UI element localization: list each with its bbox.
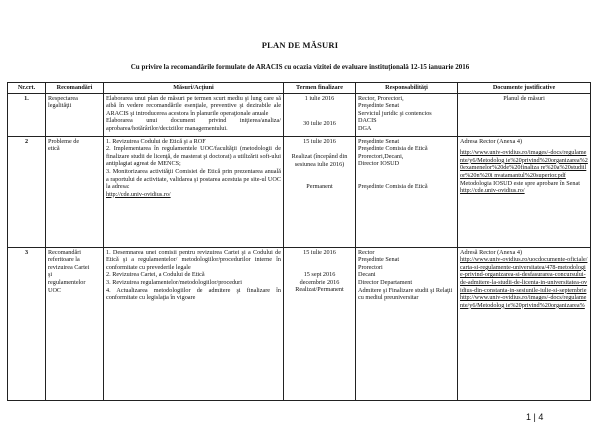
responsibility-text: Preşedinte Comisia de Etică — [358, 182, 428, 190]
measure-item: 1. Revizuirea Codului de Etică şi a ROF — [106, 137, 206, 145]
measures-table — [7, 82, 591, 401]
row-number: 1. — [8, 93, 46, 136]
deadline-text: Realizat (începând din sesiunea iulie 2016) — [291, 153, 348, 168]
responsibility-text: Serviciul juridic şi contencios — [358, 109, 432, 117]
row-number: 3 — [8, 247, 46, 400]
deadline-cell — [284, 93, 356, 136]
recommendation-text: etică — [48, 145, 60, 153]
recommendation-cell — [46, 93, 104, 136]
deadline-cell — [284, 136, 356, 247]
recommendation-text: şi — [48, 271, 53, 279]
deadline-text: Permanent — [306, 183, 333, 191]
deadline-text: 15 sept 2016 — [303, 271, 336, 279]
responsibility-text: DACIS — [358, 117, 377, 125]
measure-item: 4. Actualizarea metodologiilor de admitere şi finalizare în conformitate cu legislaţia în vigoare — [106, 286, 281, 302]
measure-item: 3. Monitorizarea activităţii Comisiei de Etică prin prezentarea anuală a raportului de activitate, validarea şi postarea acestuia pe site-ul UOC la adresa: — [106, 167, 281, 191]
recommendation-text: Recomandări — [48, 248, 81, 256]
measure-item: Elaborarea unui plan de măsuri pe termen scurt mediu şi lung care să aibă în vedere recomandările esenţiale, preventive şi dezirabile ale ARACIS şi introducerea acestora în planurile operaţionale anuale — [106, 94, 281, 117]
responsibility-text: Admitere şi Finalizare studii şi Relaţii cu mediul preuniversitar — [358, 286, 453, 302]
column-header-nr: Nr.crt. — [8, 83, 46, 94]
deadline-text: 15 iulie 2016 — [303, 137, 336, 145]
recommendation-text: Probleme de — [48, 137, 80, 145]
documents-cell — [458, 93, 591, 136]
deadline-text: 1 iulie 2016 — [304, 94, 335, 102]
documents-cell — [458, 247, 591, 400]
column-header-recomandari: Recomandări — [46, 83, 104, 94]
column-header-responsabilitati: Responsabilităţi — [356, 83, 458, 94]
table-row — [8, 247, 591, 400]
responsibility-text: Preşedinte Senat — [358, 102, 400, 110]
deadline-cell — [284, 247, 356, 400]
document-text: Planul de măsuri — [503, 94, 545, 102]
measures-cell — [104, 136, 284, 247]
row-number: 2 — [8, 136, 46, 247]
responsibility-text: Rector — [358, 248, 375, 256]
document-link[interactable]: http://www.univ-ovidius.ro/uocdocumente-oficiale/carta-si-regulamente-universitatea/478-metodologie-privind-organizarea-si-desfasurarea-concursului-de-admitere-la-studii-de-licenta-in-universitatea-ovidius-din-constanta-in-sesiunile-iulie-si-septembrie — [460, 256, 588, 294]
responsibility-cell — [356, 93, 458, 136]
deadline-text: decembrie 2016 — [299, 278, 340, 286]
responsibility-text: Director Departament — [358, 278, 413, 286]
table-row — [8, 93, 591, 136]
document-subtitle: Cu privire la recomandările formulate de ARACIS cu ocazia vizitei de evaluare instituţională 12-15 ianuarie 2016 — [130, 63, 470, 71]
responsibility-text: Preşedinte Senat — [358, 256, 400, 264]
recommendation-text: legalităţii — [48, 102, 72, 110]
measure-item: 2. Revizuirea Cartei, a Codului de Etică — [106, 271, 205, 279]
document-text: Adresa Rector (Anexa 4) — [460, 137, 523, 145]
responsibility-text: Preşedinte Senat — [358, 137, 400, 145]
column-header-documente: Documente justificative — [458, 83, 591, 94]
recommendation-text: UOC — [48, 286, 62, 294]
document-text: Metodologia IOSUD este spre aprobare în Senat — [460, 179, 580, 187]
recommendation-text: referitoare la — [48, 256, 80, 264]
measure-item: Elaborarea unui document privind iniţierea/analiza/ aprobarea/hotărârilor/deciziilor managementului. — [106, 117, 281, 132]
column-header-termen: Termen finalizare — [284, 83, 356, 94]
responsibility-text: Preşedinte Comisia de Etică — [358, 145, 428, 153]
table-row — [8, 136, 591, 247]
responsibility-text: Decani — [358, 271, 376, 279]
ethics-commission-link[interactable]: http://cde.univ-ovidius.ro/ — [106, 190, 171, 198]
documents-cell — [458, 136, 591, 247]
recommendation-text: regulamentelor — [48, 278, 86, 286]
measures-cell — [104, 93, 284, 136]
recommendation-text: revizuirea Cartei — [48, 263, 90, 271]
deadline-text: Realizat/Permanent — [295, 286, 344, 294]
responsibility-text: Director IOSUD — [358, 160, 400, 168]
table-header-row — [8, 83, 591, 94]
page-number: 1 | 4 — [526, 412, 544, 422]
column-header-masuri: Măsuri/Acţiuni — [104, 83, 284, 94]
deadline-text: 15 iulie 2016 — [303, 248, 336, 256]
measure-item: 1. Desemnarea unei comisii pentru revizuirea Cartei şi a Codului de Etică şi a regulamentelor/ metodologiilor/procedurilor interne în conformitate cu prevederile legale — [106, 248, 281, 271]
deadline-text: 30 iulie 2016 — [303, 120, 336, 128]
responsibility-text: Prorectori — [358, 263, 383, 271]
recommendation-cell — [46, 247, 104, 400]
responsibility-text: Rector, Prorectori, — [358, 94, 404, 102]
measures-cell — [104, 247, 284, 400]
responsibility-text: Prorectori,Decani, — [358, 152, 404, 160]
recommendation-cell — [46, 136, 104, 247]
document-link[interactable]: http://www.univ-ovidius.ro/images/-docs/regulamente/y6/Metodolog ie%20privind%20organizarea% — [460, 294, 587, 309]
document-text: Adresă Rector (Anexa 4) — [460, 248, 523, 256]
responsibility-text: DGA — [358, 124, 372, 132]
measure-item: 2. Implementarea în regulamentele UOC/facultăţii (metodologii de finalizare studii de licenţă, de masterat şi doctorat) a utilizării soft-ului antiplagiat agreat de MENCS; — [106, 145, 281, 168]
document-link[interactable]: http://cde.univ-ovidius.ro/ — [460, 187, 525, 195]
document-link[interactable]: http://www.univ-ovidius.ro/images/-docs/regulamente/y6/Metodolog ie%20privind%20organizarea%20examenelor%20de%20finaliza re%20a%20studiilor%20n%20i nvatamantul%20superior.pdf — [460, 149, 588, 179]
document-title: PLAN DE MĂSURI — [261, 40, 339, 50]
responsibility-cell — [356, 136, 458, 247]
responsibility-cell — [356, 247, 458, 400]
measure-item: 3. Revizuirea regulamentelor/metodologiilor/proceduri — [106, 278, 242, 286]
recommendation-text: Respectarea — [48, 94, 78, 102]
